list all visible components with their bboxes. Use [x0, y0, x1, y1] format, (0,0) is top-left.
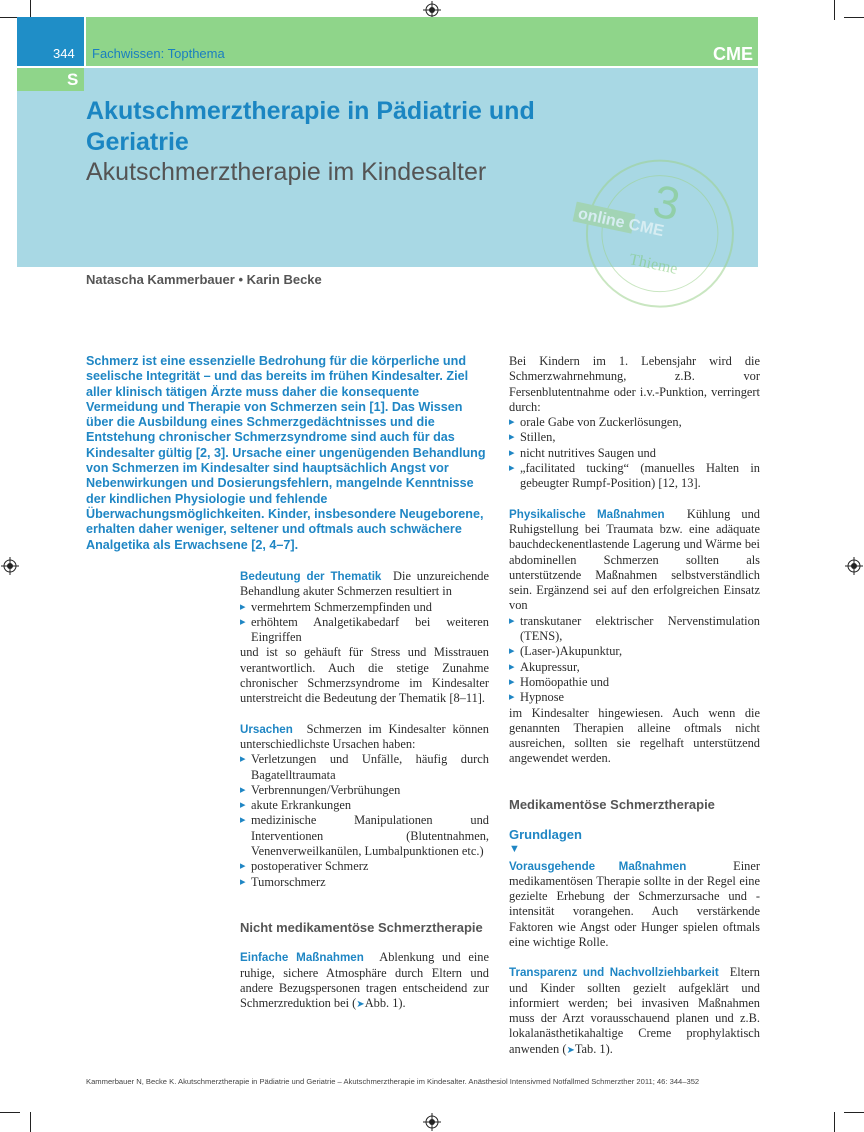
list-item: ▸ nicht nutritives Saugen und: [509, 446, 760, 461]
paragraph-text: Schmerzen im Kindesalter können unterschiedlichste Ursachen haben:: [240, 721, 489, 751]
paragraph-end: ).: [605, 1041, 613, 1056]
run-in-heading: Ursachen: [240, 722, 293, 736]
paragraph-transparenz: [509, 965, 760, 1058]
run-in-heading: Bedeutung der Thematik: [240, 570, 382, 583]
paragraph-text: Ablenkung und eine ruhige, sichere Atmosphäre durch Eltern und andere Bezugspersonen tragen entscheidend zur Schmerzreduktion bei (: [240, 950, 489, 1011]
cme-stamp-icon: [572, 157, 742, 309]
section-heading: Medikamentöse Schmerztherapie: [509, 796, 715, 812]
topic-label: Fachwissen: Topthema: [92, 46, 225, 61]
crop-mark: [844, 1112, 864, 1113]
list-item: ▸ Tumorschmerz: [240, 875, 489, 890]
stamp-text: online CME: [576, 205, 666, 241]
paragraph-text: im Kindesalter hingewiesen. Auch wenn die genannten Therapien alleine oftmals nicht ausreichen, sollten sie regelhaft unterstützend angewendet werden.: [509, 705, 760, 766]
list-item: ▸ akute Erkrankungen: [240, 798, 489, 813]
bullet-list: [509, 614, 760, 706]
registration-mark-icon: [845, 557, 863, 575]
run-in-heading: Vorausgehende Maßnahmen: [509, 859, 687, 873]
stamp-number: 3: [648, 174, 685, 231]
bullet-list: [240, 600, 489, 646]
list-item: ▸ Verbrennungen/Verbrühungen: [240, 783, 489, 798]
cme-label: CME: [713, 44, 753, 64]
citation-footer: Kammerbauer N, Becke K. Akutschmerztherapie in Pädiatrie und Geriatrie – Akutschmerztherapie im Kindesalter. Anästhesiol Intensivmed Notfallmed Schmerzther 2011; 46: 344–352: [86, 1077, 700, 1086]
paragraph-vorausgehend: [509, 859, 760, 951]
list-item: ▸ Verletzungen und Unfälle, häufig durch Bagatelltraumata: [240, 752, 489, 783]
paragraph-text: Einer medikamentösen Therapie sollte in der Regel eine gezielte Erhebung der Schmerzursache und -intensität vorangehen. Auch verstärkende Faktoren wie Angst oder Hunger spielen oftmals eine wichtige Rolle.: [509, 858, 760, 949]
paragraph-text: Kühlung und Ruhigstellung bei Traumata bzw. eine adäquate bauchdeckenentlastende Lagerung und Wärme bei abdominellen Schmerzen sollten als unterstützende Maßnahmen selbstverständlich sein. Ergänzend sei auf den erfolgreichen Einsatz von: [509, 506, 760, 613]
figure-ref-icon: ➤: [356, 999, 365, 1011]
topic-bar: [86, 17, 758, 66]
list-item: ▸ erhöhtem Analgetikabedarf bei weiteren Eingriffen: [240, 615, 489, 646]
paragraph-physikalisch: [509, 507, 760, 614]
crop-mark: [834, 1112, 835, 1132]
list-item: ▸ Stillen,: [509, 430, 760, 445]
list-item: ▸ Homöopathie und: [509, 675, 760, 690]
page-number-box: [17, 17, 84, 66]
crop-mark: [30, 1112, 31, 1132]
paragraph-bedeutung: [240, 569, 489, 600]
authors: Natascha Kammerbauer • Karin Becke: [86, 272, 322, 287]
article-title: Akutschmerztherapie in Pädiatrie und Geriatrie: [86, 97, 535, 156]
stamp-publisher: Thieme: [627, 251, 680, 278]
paragraph-einfach: [240, 950, 489, 1012]
list-item: ▸ transkutaner elektrischer Nervenstimulation (TENS),: [509, 614, 760, 645]
paragraph-ursachen: [240, 722, 489, 753]
heading-marker-icon: ▼: [509, 842, 520, 855]
run-in-heading: Transparenz und Nachvollziehbarkeit: [509, 966, 719, 980]
list-item: ▸ medizinische Manipulationen und Interventionen (Blutentnahmen, Venenverweilkanülen, Lumbalpunktionen etc.): [240, 813, 489, 859]
paragraph-text: Eltern und Kinder sollten gezielt aufgeklärt und informiert werden; bei invasiven Maßnahmen muss der Arzt vorausschauend planen und z.B. lokalanästhetikahaltige Creme prophylaktisch anwenden (: [509, 965, 760, 1056]
section-heading: Nicht medikamentöse Schmerztherapie: [240, 919, 483, 935]
figure-ref[interactable]: Abb. 1: [364, 996, 399, 1011]
registration-mark-icon: [1, 557, 19, 575]
article-subtitle: Akutschmerztherapie im Kindesalter: [86, 158, 487, 186]
paragraph-end: ).: [398, 996, 406, 1011]
list-item: ▸ „facilitated tucking“ (manuelles Halten in gebeugter Rumpf-Position) [12, 13].: [509, 461, 760, 492]
paragraph-text: Die unzureichende Behandlung akuter Schmerzen resultiert in: [240, 569, 490, 599]
section-marker: [17, 68, 84, 91]
list-item: ▸ postoperativer Schmerz: [240, 859, 489, 874]
column-middle: [240, 569, 489, 1013]
table-ref-icon: ➤: [566, 1044, 575, 1056]
crop-mark: [0, 1112, 20, 1113]
crop-mark: [834, 0, 835, 20]
crop-mark: [844, 17, 864, 18]
list-item: ▸ orale Gabe von Zuckerlösungen,: [509, 415, 760, 430]
page-number: 344: [53, 46, 75, 61]
registration-mark-icon: [423, 1113, 441, 1131]
list-item: ▸ Akupressur,: [509, 660, 760, 675]
list-item: ▸ Hypnose: [509, 690, 760, 705]
bullet-list: [509, 415, 760, 491]
list-item: ▸ (Laser-)Akupunktur,: [509, 644, 760, 659]
paragraph-text: und ist so gehäuft für Stress und Misstrauen verantwortlich. Auch die stetige Zunahme chronischer Schmerzsyndrome im Kindesalter unterstreicht die Bedeutung der Thematik [8–11].: [240, 645, 489, 706]
table-ref[interactable]: Tab. 1: [574, 1041, 606, 1056]
lead-paragraph: Schmerz ist eine essenzielle Bedrohung für die körperliche und seelische Integrität – und das bereits im frühen Kindesalter. Ziel aller klinisch tätigen Ärzte muss daher die konsequente Vermeidung und Therapie von Schmerzen sein [1]. Das Wissen über die Ausbildung eines Schmerzgedächtnisses und die Entstehung chronischer Schmerzsyndrome sind auch für das Kindesalter gültig [2, 3]. Ursache einer ungenügenden Behandlung von Schmerzen im Kindesalter sind hauptsächlich Angst vor Nebenwirkungen und Dosierungsfehlern, mangelnde Kenntnisse der kindlichen Physiologie und fehlende Überwachungsmöglichkeiten. Kinder, insbesondere Neugeborene, erhalten daher weniger, seltener und oftmals auch schwächere Analgetika als Erwachsene [2, 4–7].: [86, 354, 486, 552]
subsection-heading: Grundlagen: [509, 827, 582, 843]
run-in-heading: Physikalische Maßnahmen: [509, 507, 665, 521]
section-letter: S: [67, 70, 79, 89]
list-item: ▸ vermehrtem Schmerzempfinden und: [240, 600, 489, 615]
paragraph-text: Bei Kindern im 1. Lebensjahr wird die Schmerzwahrnehmung, z.B. vor Fersenblutentnahme oder i.v.-Punktion, verringert durch:: [509, 354, 760, 414]
run-in-heading: Einfache Maßnahmen: [240, 951, 364, 965]
column-right: [509, 354, 760, 1058]
bullet-list: [240, 752, 489, 890]
